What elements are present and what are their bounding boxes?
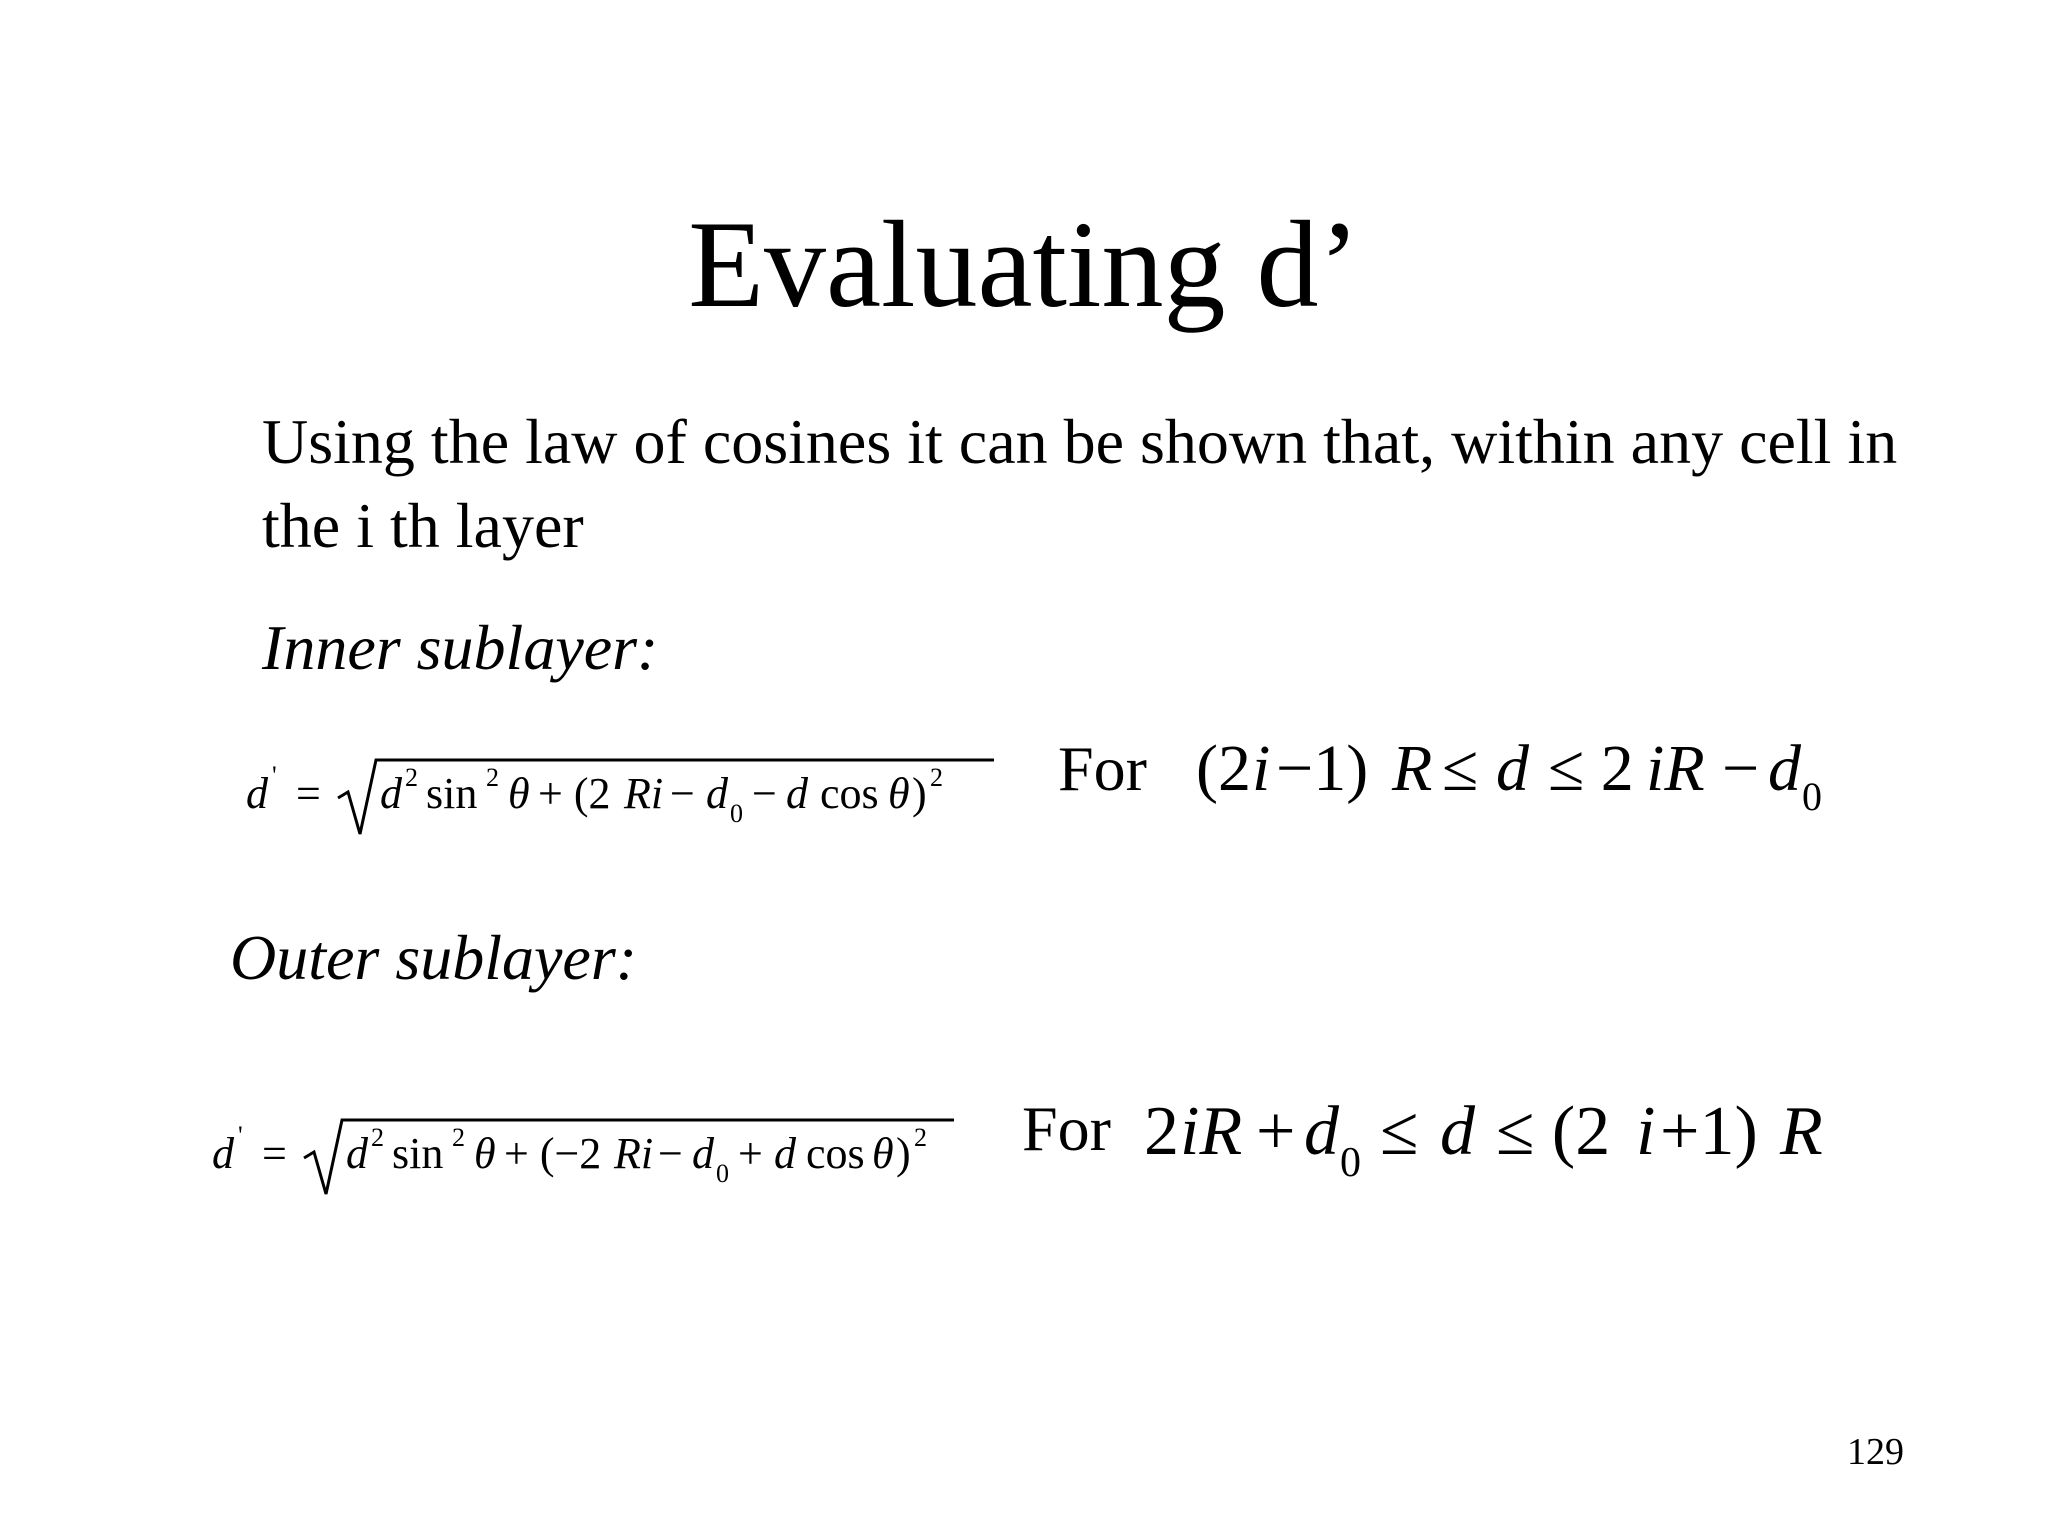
svg-text:θ: θ [872,1129,894,1178]
svg-text:=: = [296,769,321,818]
page-number: 129 [1847,1431,1904,1473]
svg-text:+1): +1) [1660,1093,1758,1170]
svg-text:θ: θ [474,1129,496,1178]
svg-text:i: i [1636,1093,1656,1170]
outer-for-label: For [1022,1093,1111,1164]
svg-text:': ' [238,1121,243,1150]
svg-text:0: 0 [730,799,743,828]
svg-text:d: d [706,769,728,818]
svg-text:sin: sin [392,1129,444,1178]
svg-text:d: d [246,769,268,818]
svg-text:R: R [1392,732,1433,805]
svg-text:≤: ≤ [1380,1093,1419,1170]
svg-text:sin: sin [426,769,478,818]
svg-text:d: d [1768,732,1801,805]
svg-text:): ) [912,769,927,818]
svg-text:cos: cos [806,1129,865,1178]
svg-text:≤: ≤ [1442,732,1479,805]
svg-text:d: d [346,1129,368,1178]
svg-text:+ (2: + (2 [538,769,611,818]
svg-text:+ (−2: + (−2 [504,1129,602,1178]
svg-text:−: − [658,1129,683,1178]
svg-text:θ: θ [508,769,530,818]
svg-text:θ: θ [888,769,910,818]
svg-text:d: d [1304,1093,1339,1170]
svg-text:R: R [1780,1093,1823,1170]
svg-text:−1): −1) [1276,732,1369,805]
svg-text:(2: (2 [1196,732,1251,805]
svg-text:≤ 2: ≤ 2 [1548,732,1634,805]
svg-text:d: d [380,769,402,818]
svg-text:+: + [1256,1093,1296,1170]
svg-text:2: 2 [930,763,943,792]
outer-condition [1144,1070,1824,1190]
svg-text:≤ (2: ≤ (2 [1496,1093,1611,1170]
inner-sublayer-label: Inner sublayer: [262,612,659,683]
svg-text:+: + [738,1129,763,1178]
svg-text:2: 2 [405,763,418,792]
slide-title: Evaluating d’ [688,196,1360,333]
svg-text:=: = [262,1129,287,1178]
svg-text:0: 0 [1802,774,1822,819]
svg-text:0: 0 [716,1159,729,1188]
svg-text:−: − [1722,732,1760,805]
svg-text:2: 2 [1144,1093,1179,1170]
svg-text:−: − [670,769,695,818]
svg-text:d: d [212,1129,234,1178]
outer-formula [212,1100,972,1210]
inner-formula [246,740,1006,850]
svg-text:i: i [1252,732,1271,805]
svg-text:Ri: Ri [624,769,664,818]
svg-text:': ' [272,761,277,790]
svg-text:d: d [786,769,808,818]
svg-text:iR: iR [1180,1093,1243,1170]
svg-text:d: d [1440,1093,1475,1170]
inner-for-label: For [1058,733,1147,804]
svg-text:d: d [1496,732,1529,805]
svg-text:2: 2 [371,1123,384,1152]
svg-text:−: − [752,769,777,818]
svg-text:2: 2 [914,1123,927,1152]
svg-text:2: 2 [452,1123,465,1152]
svg-text:d: d [692,1129,714,1178]
outer-sublayer-label: Outer sublayer: [230,922,638,993]
intro-text: Using the law of cosines it can be shown that, within any cell in the i th layer [262,406,1898,561]
svg-text:d: d [774,1129,796,1178]
inner-condition [1196,712,1876,822]
svg-text:iR: iR [1646,732,1705,805]
svg-text:cos: cos [820,769,879,818]
svg-text:0: 0 [1340,1140,1361,1186]
svg-text:Ri: Ri [614,1129,654,1178]
svg-text:): ) [896,1129,911,1178]
svg-text:2: 2 [486,763,499,792]
